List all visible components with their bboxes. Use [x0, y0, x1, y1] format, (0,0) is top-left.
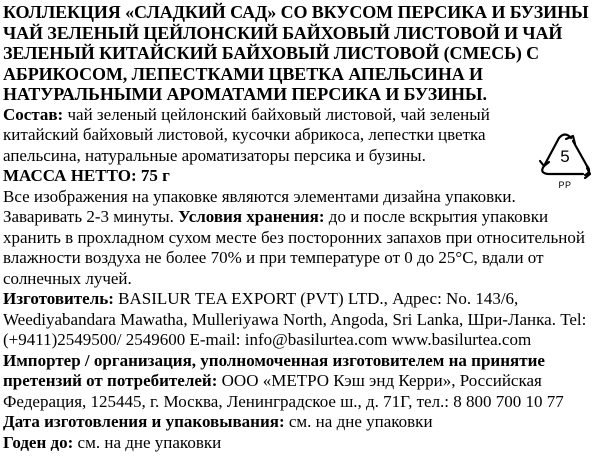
- production-date-text: см. на дне упаковки: [284, 412, 433, 431]
- production-date: [3, 412, 601, 433]
- manufacturer: [3, 289, 601, 351]
- composition: [3, 105, 543, 167]
- net-mass: МАССА НЕТТО: 75 г: [3, 166, 170, 185]
- importer-label: Импортер / организация, уполномоченная изготовителем на принятие претензий от потребителей:: [3, 350, 545, 390]
- composition-text: чай зеленый цейлонский байховый листовой, чай зеленый китайский байховый листовой, кусочки абрикоса, лепестки цветка апельсина, натуральные ароматизаторы персика и бузины.: [3, 104, 490, 165]
- recycle-code: PP: [558, 180, 572, 190]
- recycle-triangle-icon: [530, 128, 600, 196]
- recycle-number: 5: [560, 147, 570, 166]
- brewing-text: Заваривать 2-3 минуты.: [3, 207, 179, 226]
- importer-text: ООО «МЕТРО Кэш энд Керри», Российская Федерация, 125445, г. Москва, Ленинградское ш., д. 71Г, тел.: 8 800 700 10 77: [3, 371, 564, 411]
- manufacturer-label: Изготовитель:: [3, 289, 114, 308]
- importer: [3, 351, 601, 413]
- storage-text: до и после вскрытия упаковки хранить в прохладном сухом месте без посторонних запахов при относительной влажности воздуха не более 70% и при температуре от 0 до 25°С, вдали от солнечных лучей.: [3, 207, 585, 288]
- best-before-label: Годен до:: [3, 432, 74, 452]
- brewing-and-storage: [3, 207, 601, 289]
- design-note: Все изображения на упаковке являются элементами дизайна упаковки.: [3, 186, 516, 206]
- production-date-label: Дата изготовления и упаковывания:: [3, 412, 285, 431]
- manufacturer-text: BASILUR TEA EXPORT (PVT) LTD., Адрес: No. 143/6, Weediyabandara Mawatha, Mulleriyawa North, Angoda, Sri Lanka, Шри-Ланка. Tel: (+9411)2549500/ 2549600 E-mail: info@basilurtea.com www.basilurtea.com: [3, 289, 587, 349]
- product-title: КОЛЛЕКЦИЯ «СЛАДКИЙ САД» СО ВКУСОМ ПЕРСИКА И БУЗИНЫ ЧАЙ ЗЕЛЕНЫЙ ЦЕЙЛОНСКИЙ БАЙХОВЫЙ ЛИСТОВОЙ И ЧАЙ ЗЕЛЕНЫЙ КИТАЙСКИЙ БАЙХОВЫЙ ЛИСТОВОЙ (СМЕСЬ) С АБРИКОСОМ, ЛЕПЕСТКАМИ ЦВЕТКА АПЕЛЬСИНА И НАТУРАЛЬНЫМИ АРОМАТАМИ ПЕРСИКА И БУЗИНЫ.: [3, 2, 589, 104]
- best-before: [3, 433, 601, 454]
- composition-label: Состав:: [3, 104, 64, 124]
- storage-label: Условия хранения:: [178, 207, 325, 226]
- best-before-text: см. на дне упаковки: [73, 432, 222, 452]
